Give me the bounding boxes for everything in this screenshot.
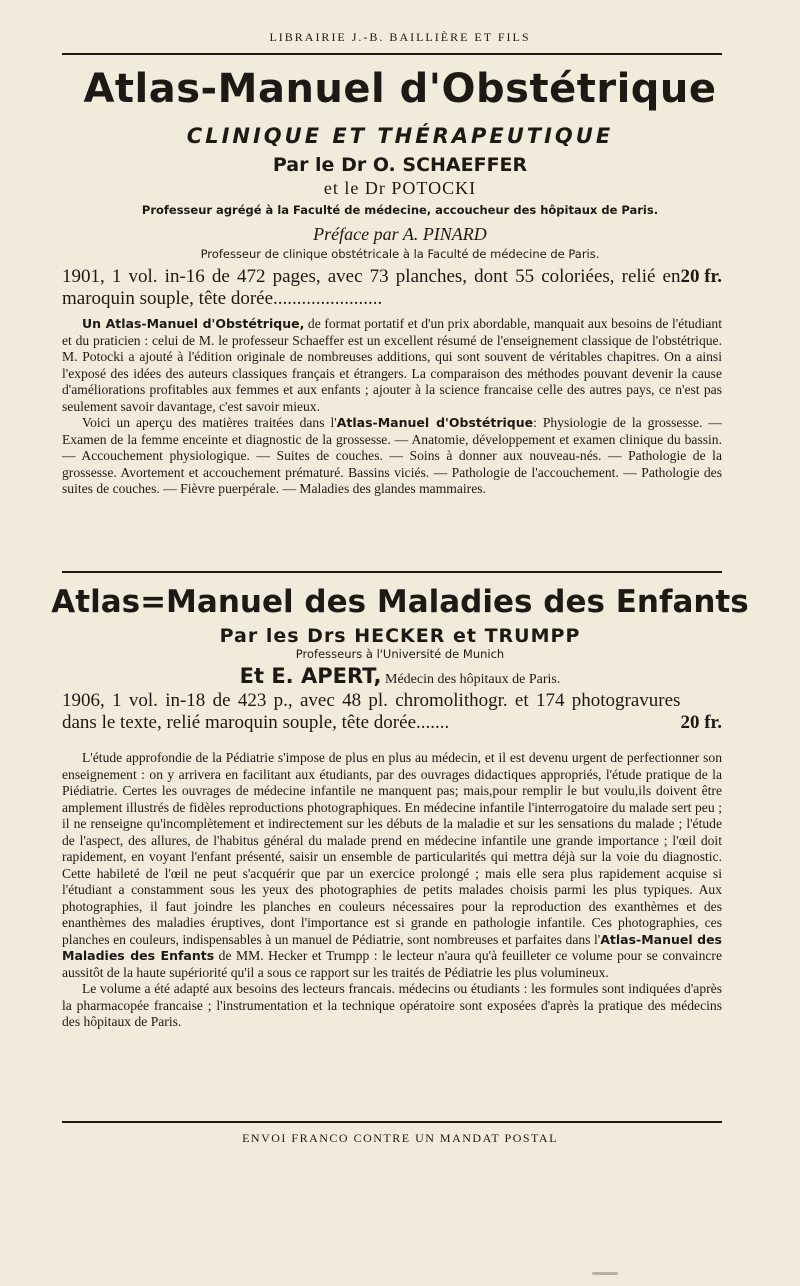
book2-coauthor <box>0 664 800 688</box>
book2-p1-end: de MM. Hecker et Trumpp : le lecteur n'aura qu'à feuilleter ce volume pour se convaincre aussitôt de la haute supériorité qu'il a sous ce rapport sur les traités de Pédiatrie les plus volumineux. <box>62 948 722 980</box>
book2-affiliation: Professeurs à l'Université de Munich <box>295 647 505 661</box>
rule-top <box>62 53 722 55</box>
book1-preface-affiliation: Professeur de clinique obstétricale à la Faculté de médecine de Paris. <box>200 247 600 261</box>
book2-paragraph <box>62 750 722 981</box>
footer-note: ENVOI FRANCO CONTRE UN MANDAT POSTAL <box>242 1131 558 1145</box>
book1-p2-text: : Physiologie de la grossesse. — Examen de la femme enceinte et diagnostic de la grossesse. — Anatomie, développement et examen clinique du bassin. — Accouchement physiologique. — Suites de couches. — Soins à donner aux nouveau-nés. — Pathologie de la grossesse. Avortement et accouchement prématuré. Bassins viciés. — Pathologie de l'accouchement. — Pathologie des suites de couches. — Fièvre puerpérale. — Maladies des glandes mammaires. <box>62 415 723 496</box>
book2-authors: Par les Drs HECKER et TRUMPP <box>219 625 581 647</box>
book2-coauthor-name: Et E. APERT, <box>239 664 382 688</box>
book1-p2-start: Voici un aperçu des matières traitées dans l' <box>82 415 337 430</box>
book1-subtitle: CLINIQUE ET THÉRAPEUTIQUE <box>186 124 614 148</box>
book1-paragraph <box>62 415 722 498</box>
book1-publication-text: 1901, 1 vol. in-16 de 472 pages, avec 73 planches, dont 55 coloriées, relié en maroquin souple, tête dorée....................... <box>62 266 681 309</box>
book1-description <box>62 316 722 498</box>
book2-p2-text: Le volume a été adapté aux besoins des lecteurs francais. médecins ou étudiants : les formules sont indiquées d'après la pharmacopée francaise ; l'instrumentation et la technique opératoire sont exposées d'après la pratique des médecins des hôpitaux de Paris. <box>62 981 722 1029</box>
rule-middle <box>62 571 722 573</box>
book1-affiliation: Professeur agrégé à la Faculté de médecine, accoucheur des hôpitaux de Paris. <box>141 203 659 217</box>
book1-title: Atlas-Manuel d'Obstétrique <box>83 66 717 112</box>
book2-paragraph <box>62 981 722 1031</box>
book2-p1-text: L'étude approfondie de la Pédiatrie s'impose de plus en plus au médecin, et il est devenu urgent de perfectionner son enseignement : on y arrivera en facilitant aux étudiants, par des ouvrages didactiques appropriés, l'étude pratique de la Piédiatrie. Certes les ouvrages de médecine infantile ne manquent pas; mais,pour remplir le but voulu,ils doivent être amplement illustrés de fidèles reproductions photographiques. En médecine infantile l'interrogatoire du malade sert peu ; il ne renseigne qu'incomplètement et indirectement sur les débuts de la maladie et sur les sensations du malade ; l'étude de l'aspect, des allures, de l'habitus général du malade prend en médecine infantile une grande importance ; l'œil doit rapidement, en voyant l'enfant présenté, saisir un ensemble de particularités qui mettra déjà sur la voie du diagnostic. Cette habileté de l'œil ne peut s'acquérir que par un exercice prolongé ; mais elle sera plus rapidement acquise si l'étudiant a constamment sous les yeux des photographies de petits malades choisis parmi les plus typiques. Aux photographies, il faut joindre les planches en couleurs nécessaires pour la reproduction des exanthèmes et des enanthèmes des maladies éruptives, dont l'importance est si grande en pathologie infantile. Ces photographies, ces planches en couleurs, indispensables à un manuel de Pédiatrie, sont nombreuses et parfaites dans l' <box>62 750 722 947</box>
book2-title: Atlas=Manuel des Maladies des Enfants <box>51 584 749 620</box>
book1-author: Par le Dr O. SCHAEFFER <box>272 154 528 176</box>
book2-p1-bold: Atlas-Manuel des Maladies des Enfants <box>62 931 722 963</box>
book1-preface: Préface par A. PINARD <box>313 224 487 244</box>
book1-paragraph <box>62 316 722 415</box>
book1-p1-text: de format portatif et d'un prix abordable, manquait aux besoins de l'étudiant et du praticien : celui de M. le professeur Schaeffer est un excellent résumé de l'enseignement classique de l'obstétrique. M. Potocki a ajouté à l'édition originale de nombreuses additions, qui sont souvent de véritables chapitres. On a ainsi l'exposé des idées des auteurs classiques français et étrangers. La comparaison des méthodes pouvant devenir la cause d'améliorations profitables aux femmes et aux enfants ; ajouter à la science francaise celle des autres pays, ce n'est pas seulement savoir davantage, c'est savoir mieux. <box>62 316 722 414</box>
book2-coauthor-affiliation: Médecin des hôpitaux de Paris. <box>381 672 561 687</box>
book2-price: 20 fr. <box>680 712 722 733</box>
book2-description <box>62 750 722 1031</box>
book2-publication <box>62 690 722 734</box>
book1-coauthor: et le Dr POTOCKI <box>323 178 477 198</box>
book1-publication <box>62 266 722 310</box>
book1-p1-bold: Un Atlas-Manuel d'Obstétrique, <box>82 316 305 331</box>
book1-p2-bold: Atlas-Manuel d'Obstétrique <box>336 415 534 430</box>
page-smudge <box>592 1272 618 1275</box>
rule-bottom <box>62 1121 722 1123</box>
book2-publication-text: 1906, 1 vol. in-18 de 423 p., avec 48 pl. chromolithogr. et 174 photogravures dans le texte, relié maroquin souple, tête dorée....... <box>62 690 681 733</box>
book1-price: 20 fr. <box>680 266 722 287</box>
publisher-header: LIBRAIRIE J.-B. BAILLIÈRE ET FILS <box>269 30 531 44</box>
